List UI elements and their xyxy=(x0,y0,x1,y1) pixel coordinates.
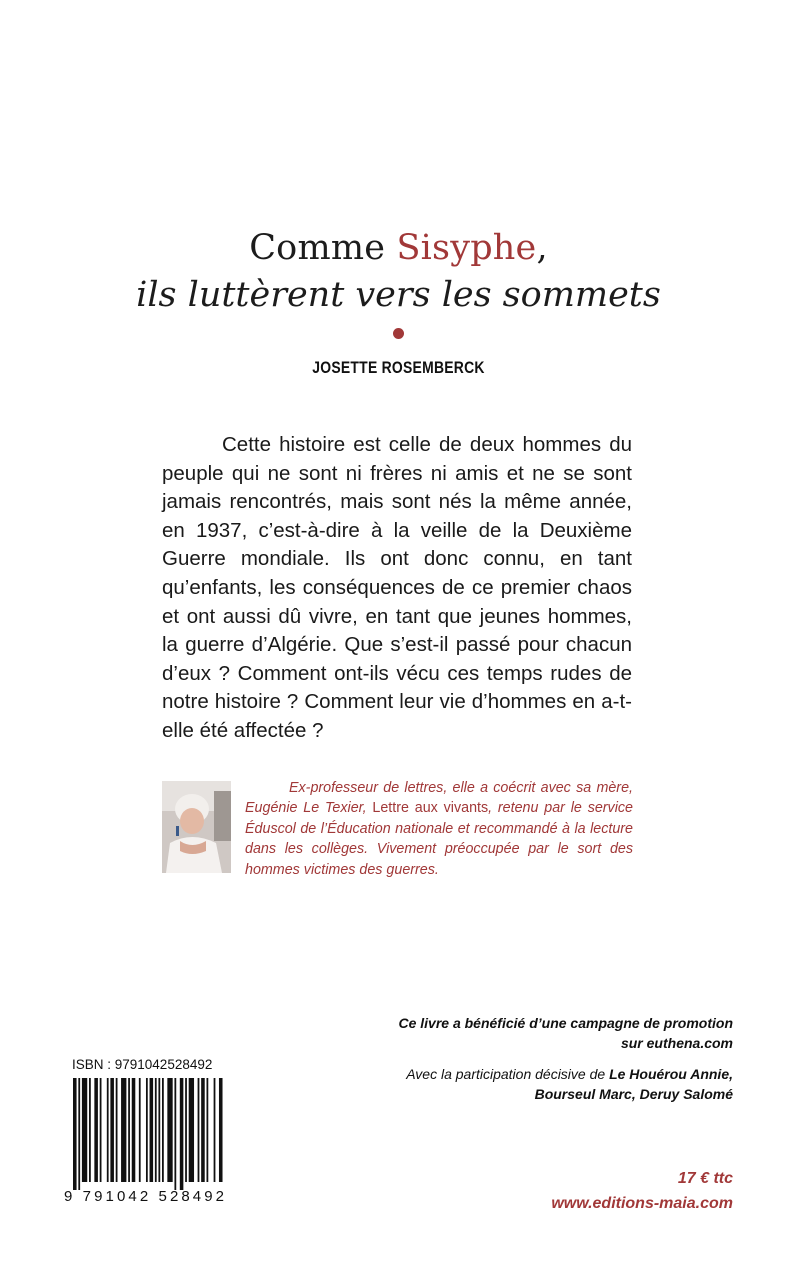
title-suffix: , xyxy=(536,228,548,268)
barcode-bar xyxy=(180,1078,184,1190)
barcode-bar xyxy=(146,1078,148,1182)
isbn-label: ISBN : 9791042528492 xyxy=(72,1057,213,1072)
book-title xyxy=(0,224,797,272)
barcode-bar xyxy=(128,1078,130,1182)
publisher-website[interactable]: www.editions-maia.com xyxy=(551,1195,733,1212)
participation-prefix: Avec la participation décisive de xyxy=(406,1066,610,1082)
barcode-bar xyxy=(167,1078,172,1182)
barcode-bar xyxy=(107,1078,109,1182)
participation-names-1: Le Houérou Annie, xyxy=(609,1066,733,1082)
promo-line1: Ce livre a bénéficié d’une campagne de promotion xyxy=(398,1015,733,1031)
barcode-bar xyxy=(116,1078,118,1182)
author-portrait-icon xyxy=(162,781,231,873)
author-bio xyxy=(245,778,633,880)
price: 17 € ttc xyxy=(677,1170,733,1187)
barcode-bar xyxy=(89,1078,91,1182)
participation-note xyxy=(313,1064,733,1104)
barcode-bar xyxy=(73,1078,77,1190)
author-name: JOSETTE ROSEMBERCK xyxy=(312,358,485,377)
bio-part1: Ex-professeur de lettres, elle a coécrit avec sa mère, Eugénie Le Texier, xyxy=(245,780,633,817)
barcode xyxy=(64,1078,228,1203)
bio-book-title: Lettre aux vivants xyxy=(372,800,489,817)
barcode-bar xyxy=(155,1078,157,1182)
participation-names-2: Bourseul Marc, Deruy Salomé xyxy=(534,1086,733,1102)
barcode-bar xyxy=(121,1078,126,1182)
barcode-bar xyxy=(78,1078,80,1190)
barcode-bar xyxy=(94,1078,98,1182)
bullet-dot-icon xyxy=(393,328,404,339)
barcode-bar xyxy=(158,1078,160,1182)
promo-line2: sur euthena.com xyxy=(620,1035,733,1051)
barcode-bar xyxy=(198,1078,200,1182)
author-photo xyxy=(162,781,231,873)
barcode-bar xyxy=(150,1078,154,1182)
book-subtitle: ils luttèrent vers les sommets xyxy=(136,275,661,315)
promotion-note xyxy=(313,1013,733,1053)
barcode-bar xyxy=(110,1078,114,1182)
synopsis-paragraph: Cette histoire est celle de deux hommes du peuple qui ne sont ni frères ni amis et ne se sont jamais rencontrés, mais sont nés la même année, en 1937, c’est-à-dire à la veille de la Deuxième Guerre mondiale. Ils ont donc connu, en tant qu’enfants, les conséquences de ce premier chaos et ont aussi dû vivre, en tant que jeunes hommes, la guerre d’Algérie. Que s’est-il passé pour chacun d’eux ? Comment ont-ils vécu ces temps rudes de notre histoire ? Comment leur vie d’hommes en a-t-elle été affectée ? xyxy=(162,433,632,742)
barcode-bar xyxy=(189,1078,194,1182)
title-prefix: Comme xyxy=(249,228,397,268)
bio-part2: , retenu par le service Éduscol de l’Éducation nationale et recommandé à la lecture dans les collèges. Vivement préoccupée par le sort des hommes victimes des guerres. xyxy=(245,800,633,878)
participation-line1 xyxy=(313,1064,733,1084)
barcode-bar xyxy=(139,1078,141,1182)
barcode-bar xyxy=(185,1078,187,1182)
barcode-bar xyxy=(162,1078,164,1182)
barcode-digits: 9 791042 528492 xyxy=(64,1188,224,1203)
participation-line2 xyxy=(313,1084,733,1104)
barcode-bar xyxy=(82,1078,87,1182)
barcode-bar xyxy=(207,1078,209,1182)
barcode-bar xyxy=(174,1078,176,1190)
barcode-bar xyxy=(100,1078,102,1182)
barcode-bar xyxy=(214,1078,216,1182)
barcode-bar xyxy=(201,1078,205,1182)
barcode-bar xyxy=(219,1078,223,1182)
barcode-bar xyxy=(132,1078,136,1182)
title-accent: Sisyphe xyxy=(396,228,537,268)
